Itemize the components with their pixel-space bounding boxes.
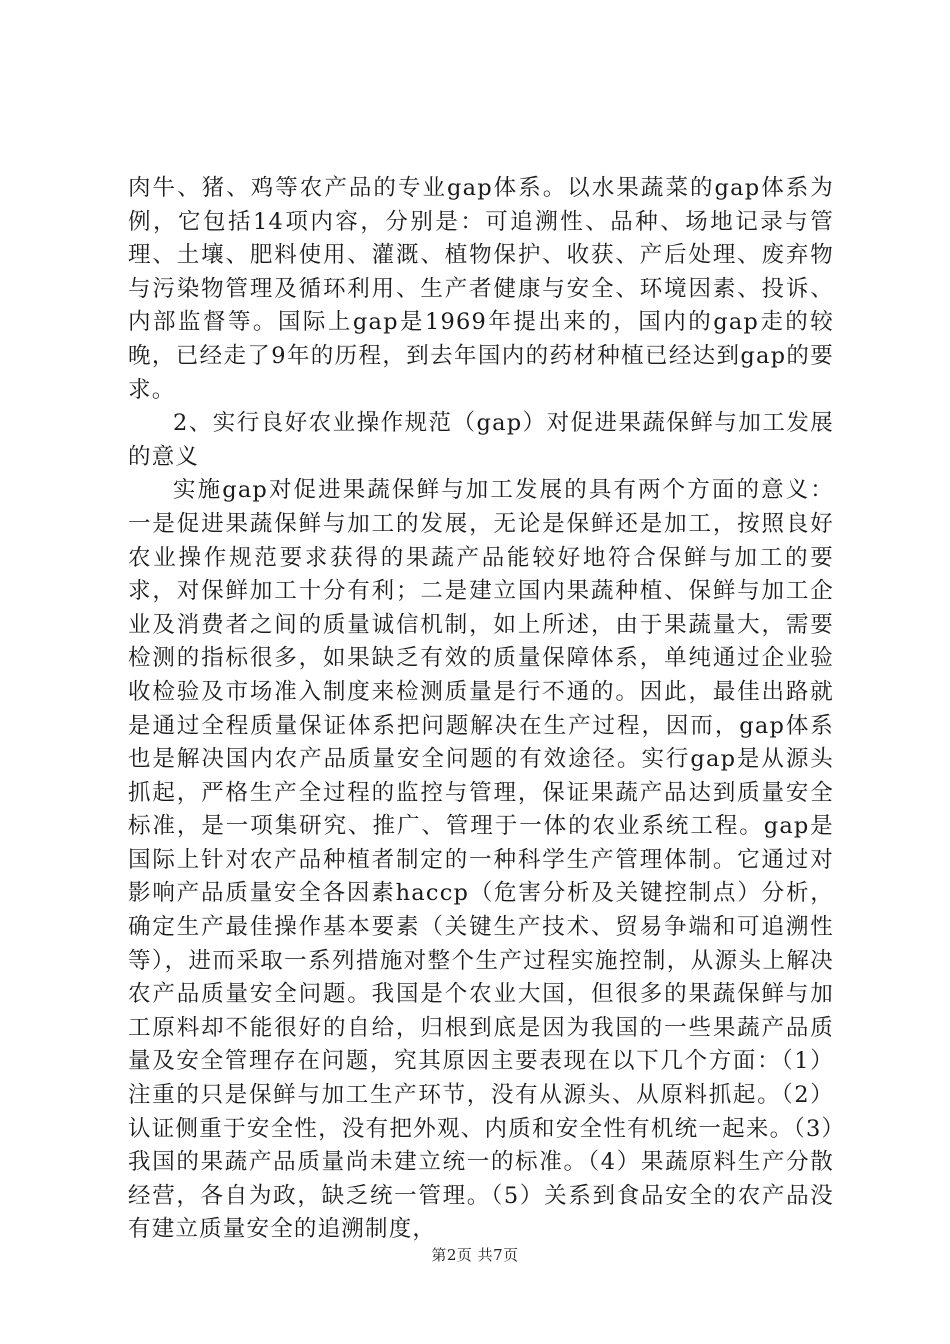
document-body [128, 172, 834, 1247]
section-heading-2: 2、实行良好农业操作规范（gap）对促进果蔬保鲜与加工发展的意义 [128, 410, 834, 470]
page-footer: 第2页 共7页 [431, 1246, 519, 1264]
paragraph-3: 实施gap对促进果蔬保鲜与加工发展的具有两个方面的意义：一是促进果蔬保鲜与加工的发展，无论是保鲜还是加工，按照良好农业操作规范要求获得的果蔬产品能较好地符合保鲜与加工的要求，对保鲜加工十分有利；二是建立国内果蔬种植、保鲜与加工企业及消费者之间的质量诚信机制，如上所述，由于果蔬量大，需要检测的指标很多，如果缺乏有效的质量保障体系，单纯通过企业验收检验及市场准入制度来检测质量是行不通的。因此，最佳出路就是通过全程质量保证体系把问题解决在生产过程，因而，gap体系也是解决国内农产品质量安全问题的有效途径。实行gap是从源头抓起，严格生产全过程的监控与管理，保证果蔬产品达到质量安全标准，是一项集研究、推广、管理于一体的农业系统工程。gap是国际上针对农产品种植者制定的一种科学生产管理体制。它通过对影响产品质量安全各因素haccp（危害分析及关键控制点）分析，确定生产最佳操作基本要素（关键生产技术、贸易争端和可追溯性等），进而采取一系列措施对整个生产过程实施控制，从源头上解决农产品质量安全问题。我国是个农业大国，但很多的果蔬保鲜与加工原料却不能很好的自给，归根到底是因为我国的一些果蔬产品质量及安全管理存在问题，究其原因主要表现在以下几个方面：（1）注重的只是保鲜与加工生产环节，没有从源头、从原料抓起。（2）认证侧重于安全性，没有把外观、内质和安全性有机统一起来。（3）我国的果蔬产品质量尚未建立统一的标准。（4）果蔬原料生产分散经营，各自为政，缺乏统一管理。（5）关系到食品安全的农产品没有建立质量安全的追溯制度， [128, 477, 834, 1243]
paragraph-1: 肉牛、猪、鸡等农产品的专业gap体系。以水果蔬菜的gap体系为例，它包括14项内容，分别是：可追溯性、品种、场地记录与管理、土壤、肥料使用、灌溉、植物保护、收获、产后处理、废弃物与污染物管理及循环利用、生产者健康与安全、环境因素、投诉、内部监督等。国际上gap是1969年提出来的，国内的gap走的较晚，已经走了9年的历程，到去年国内的药材种植已经达到gap的要求。 [128, 175, 834, 403]
